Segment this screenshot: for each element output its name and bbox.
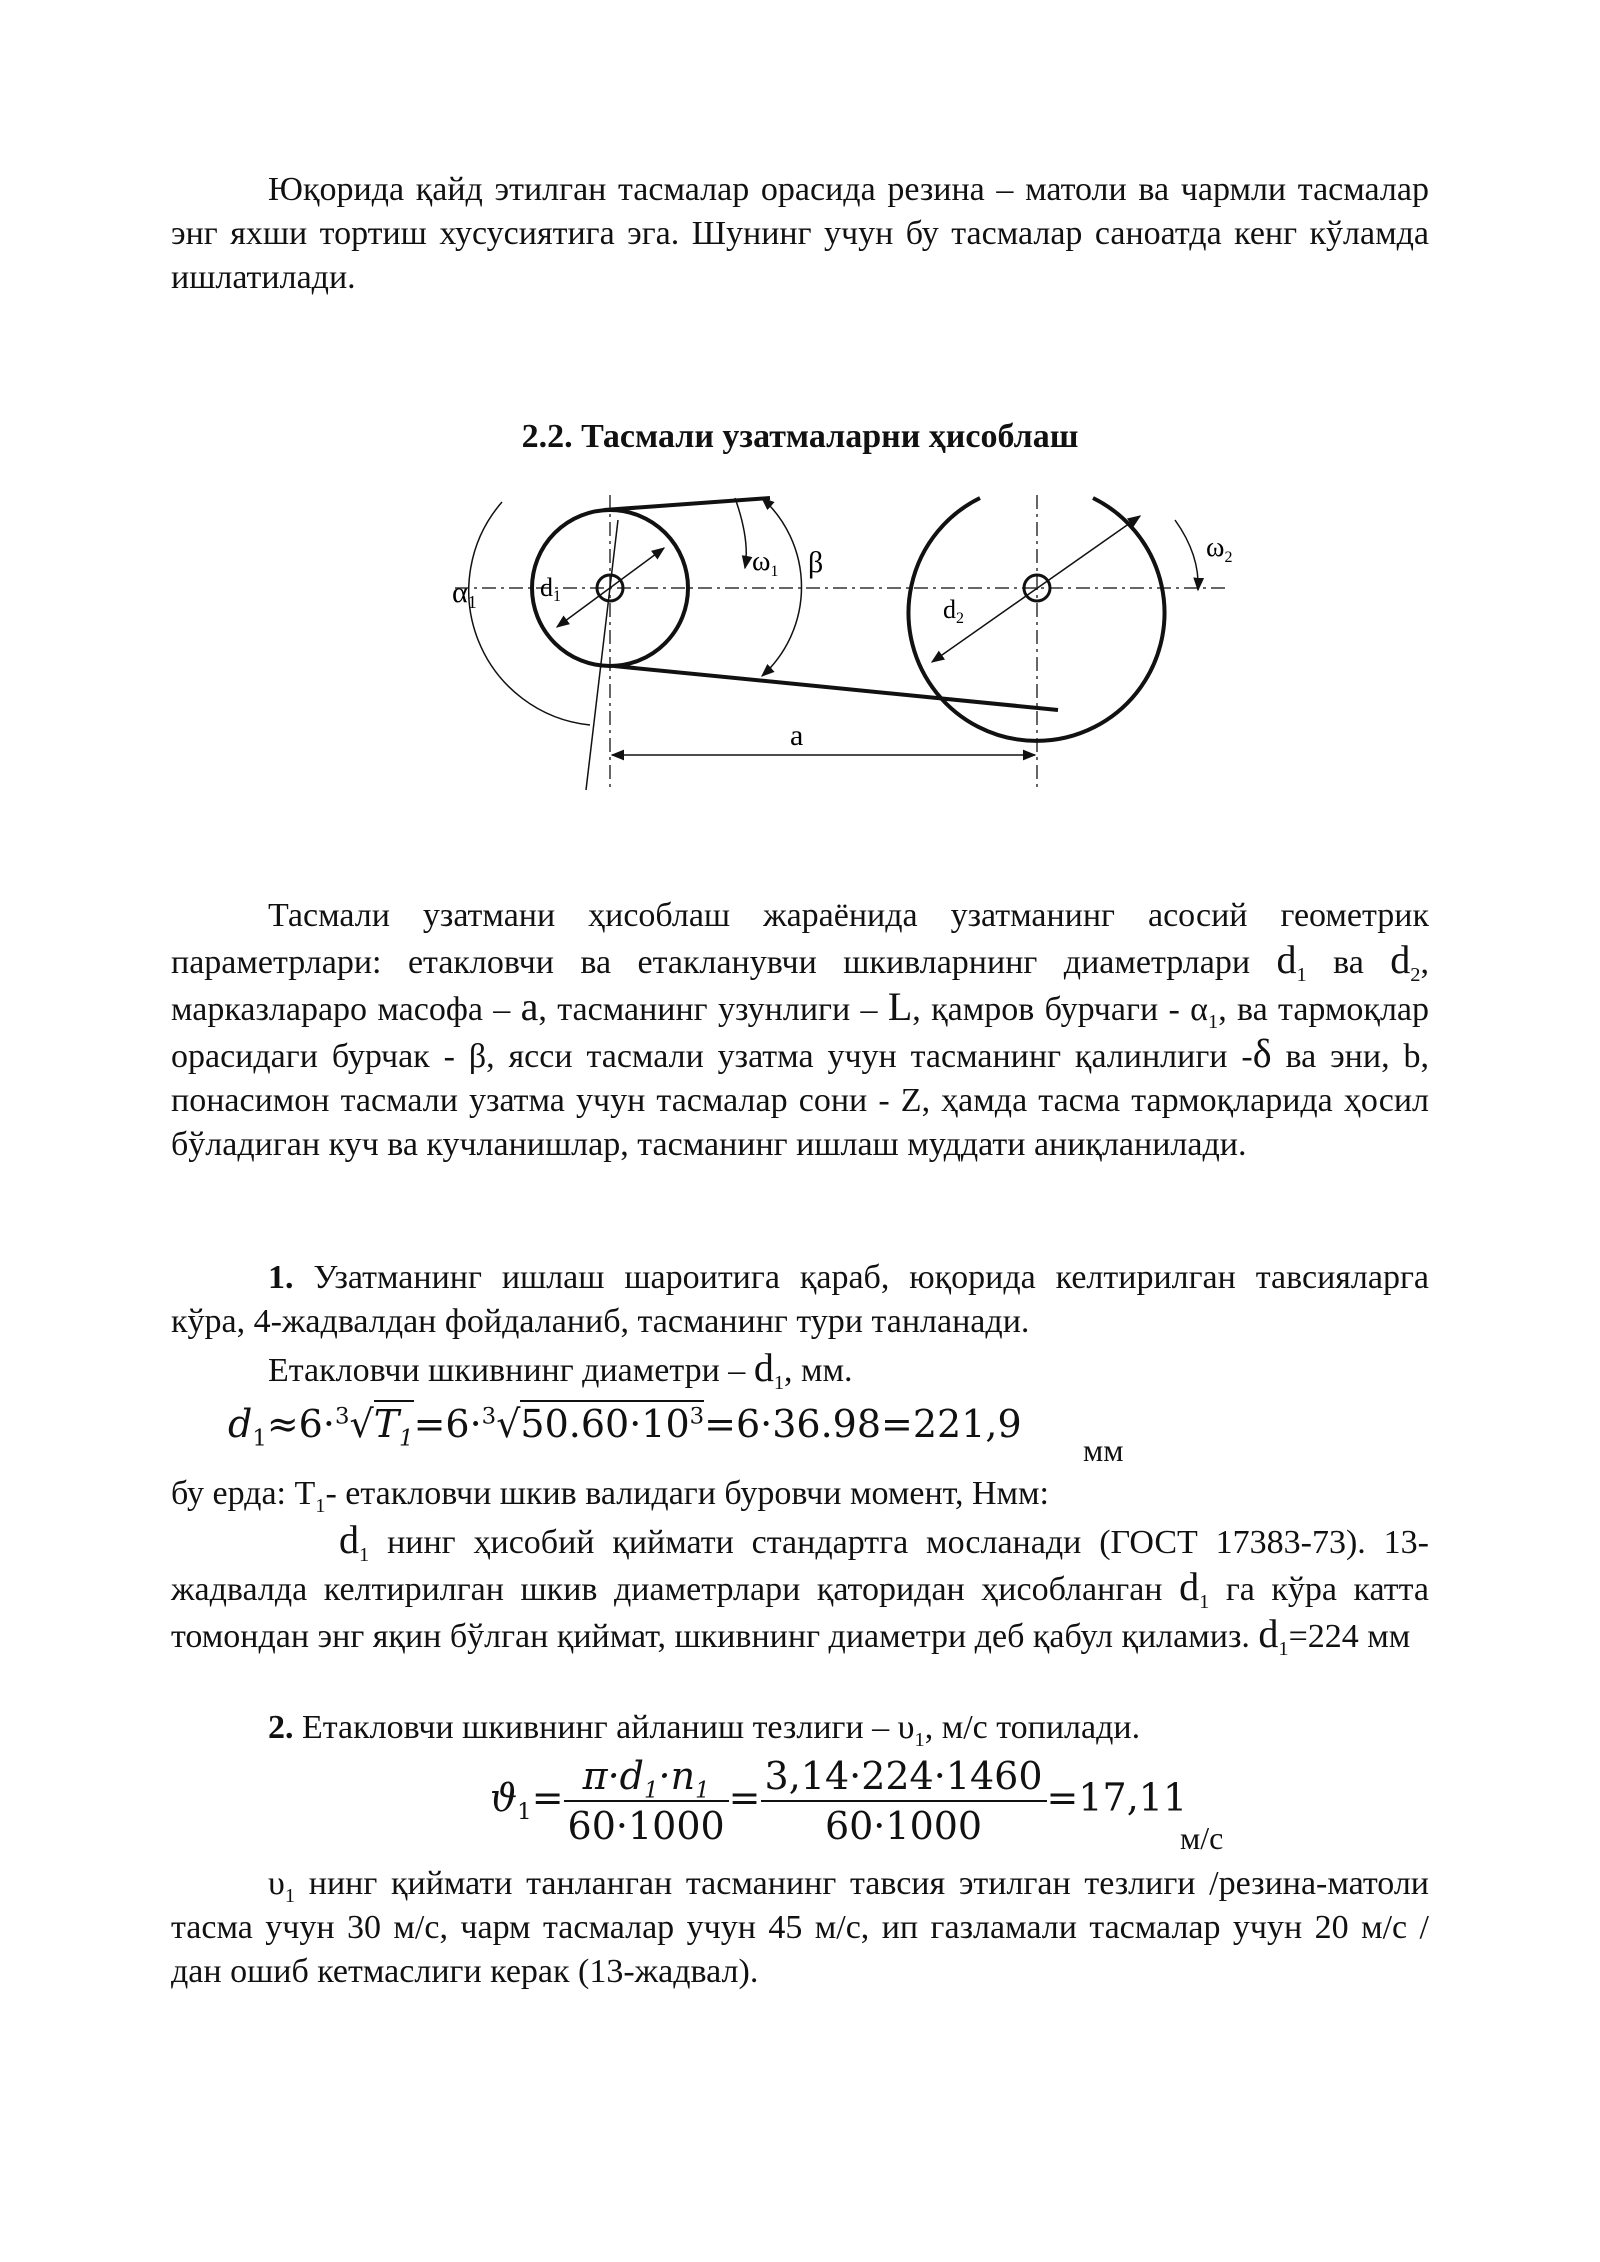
beta-arc	[762, 498, 802, 676]
label-d1: d1	[540, 573, 561, 605]
omega1-arrow	[735, 498, 746, 568]
velocity-fraction-1: $\frac{\pi\cdot d_1\cdot n_1}{60\cdot 1000}$	[564, 1754, 729, 1848]
label-omega1: $\omega_1$	[752, 546, 779, 580]
standard-paragraph: $d_1$ нинг ҳисобий қиймати стандартга мосланади (ГОСТ 17383-73). 13-жадвалда келтирилган шкив диаметрлари қаторидан ҳисобланган $d_1$ га кўра катта томондан энг яқин бўлган қиймат, шкивнинг диаметри деб қабул қиламиз. $d_1=224$ мм	[171, 1517, 1429, 1660]
step1-paragraph: 1. Узатманинг ишлаш шароитига қараб, юқорида келтирилган тавсияларга кўра, 4-жадвалдан фойдаланиб, тасманинг тури танланади.	[171, 1259, 1429, 1340]
intro-paragraph: Юқорида қайд этилган тасмалар орасида резина – матоли ва чармли тасмалар энг яхши тортиш хусусиятига эга. Шунинг учун бу тасмалар саноатда кенг кўламда ишлатилади.	[171, 171, 1429, 296]
formula-d1: $d_1\approx 6\cdot^3√T_1=6\cdot^3√50.60\cdot 10^3=6\cdot 36.98=221,9$	[228, 1402, 1022, 1452]
label-omega2: $\omega_2$	[1206, 532, 1233, 566]
params-paragraph: Тасмали узатмани ҳисоблаш жараёнида узатманинг асосий геометрик параметрлари: етакловчи ва етакланувчи шкивларнинг диаметрлари $d_1$ ва $d_2$, марказлараро масофа – a, тасманинг узунлиги – L, қамров бурчаги - $\alpha_1$, ва тармоқлар орасидаги бурчак - β, ясси тасмали узатма учун тасманинг қалинлиги -δ ва эни, b, понасимон тасмали узатма учун тасмалар сони - Z, ҳамда тасма тармоқларида ҳосил бўладиган куч ва кучланишлар, тасманинг ишлаш муддати аниқланилади.	[171, 897, 1430, 1163]
final-paragraph: $\upsilon_1$ нинг қиймати танланган тасманинг тавсия этилган тезлиги /резина-матоли тасма учун 30 м/с, чарм тасмалар учун 45 м/с, ип газламали тасмалар учун 20 м/с / дан ошиб кетмаслиги керак (13-жадвал).	[171, 1865, 1429, 1990]
tangent-line	[586, 520, 618, 790]
velocity-fraction-2: $\frac{3,14\cdot 224\cdot 1460}{60\cdot 1000}$	[761, 1754, 1047, 1848]
section-title: 2.2. Тасмали узатмаларни ҳисоблаш	[521, 418, 1079, 455]
step2-line: 2. Етакловчи шкивнинг айланиш тезлиги – $\upsilon_1$, м/с топилади.	[268, 1709, 1141, 1751]
label-d2: d2	[943, 595, 964, 627]
label-a: a	[790, 719, 804, 752]
belt-top-span	[604, 498, 770, 510]
formula-d1-unit: мм	[1083, 1432, 1124, 1468]
label-alpha1: $\alpha_1$	[452, 576, 477, 612]
alpha1-arc	[469, 502, 590, 725]
belt-bottom-span	[614, 666, 1058, 710]
driving-diameter-line: Етакловчи шкивнинг диаметри – $d_1$, мм.	[268, 1345, 853, 1394]
where-line: бу ерда: $T_1-$ етакловчи шкив валидаги буровчи момент, Нмм:	[171, 1475, 1049, 1517]
formula-velocity-unit: м/с	[1180, 1820, 1224, 1856]
d2-arrow	[932, 516, 1140, 662]
label-beta: β	[808, 546, 824, 579]
formula-velocity: $ϑ_1=$ $\frac{\pi\cdot d_1\cdot n_1}{60\cdot 1000}$ = $\frac{3,14\cdot 224\cdot 1460}{60\cdot 1000}$ =17,11	[490, 1754, 1188, 1848]
belt-drive-diagram	[440, 490, 1260, 800]
omega2-arrow	[1175, 520, 1198, 590]
